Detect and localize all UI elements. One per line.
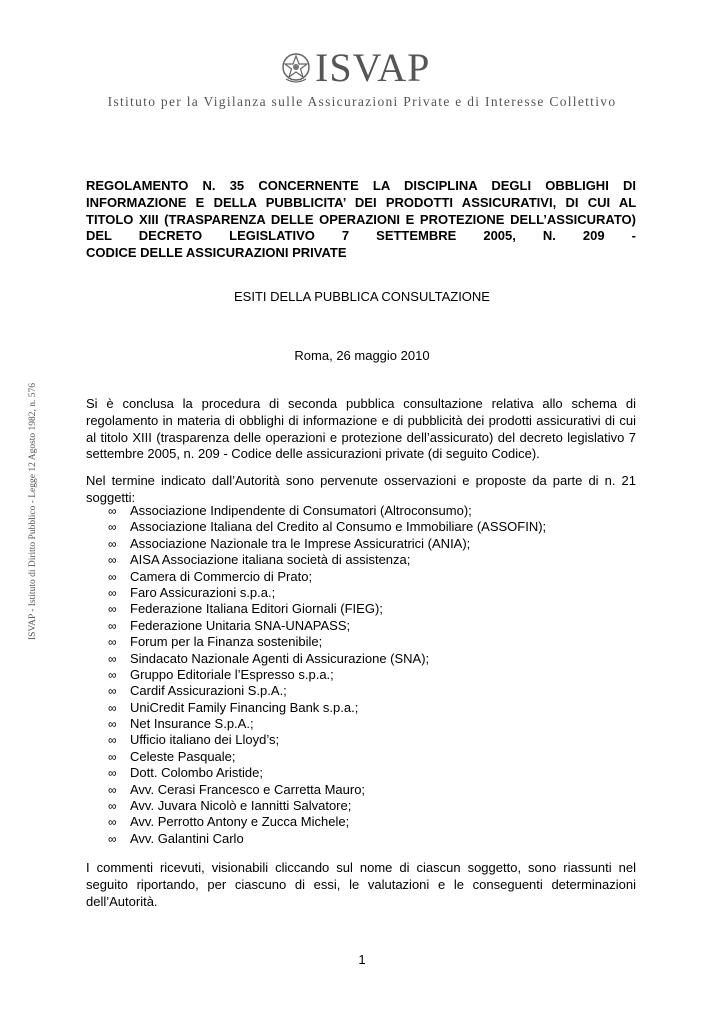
subject-list-item[interactable] xyxy=(108,569,546,585)
subject-name[interactable]: Celeste Pasquale; xyxy=(130,748,236,764)
subject-list-item[interactable] xyxy=(108,749,546,765)
closing-paragraph: I commenti ricevuti, visionabili cliccando sul nome di ciascun soggetto, sono riassunti nel seguito riportando, per ciascuno di essi, le valutazioni e le conseguenti determinazioni dell’Autorità. xyxy=(86,860,636,909)
subject-list-item[interactable] xyxy=(108,798,546,814)
bullet-icon: ∞ xyxy=(108,536,117,551)
bullet-icon: ∞ xyxy=(108,717,117,732)
bullet-icon: ∞ xyxy=(108,618,117,633)
subject-list-item[interactable] xyxy=(108,831,546,847)
bullet-icon: ∞ xyxy=(108,815,117,830)
intro-paragraph: Si è conclusa la procedura di seconda pubblica consultazione relativa allo schema di regolamento in materia di obblighi di informazione e di pubblicità dei prodotti assicurativi di cui al titolo XIII (trasparenza delle operazioni e protezione dell’assicurato) del decreto legislativo 7 settembre 2005, n. 209 - Codice delle assicurazioni private (di seguito Codice). xyxy=(86,396,636,462)
subject-name[interactable]: Cardif Assicurazioni S.p.A.; xyxy=(130,683,287,699)
bullet-icon: ∞ xyxy=(108,602,117,617)
title-line: TITOLO XIII (TRASPARENZA DELLE OPERAZIONI E PROTEZIONE xyxy=(86,211,505,227)
subject-list-item[interactable] xyxy=(108,503,546,519)
title-line: CODICE DELLE ASSICURAZIONI PRIVATE xyxy=(86,245,347,261)
subject-list-item[interactable] xyxy=(108,519,546,535)
bullet-icon: ∞ xyxy=(108,782,117,797)
subject-list-item[interactable] xyxy=(108,536,546,552)
bullet-icon: ∞ xyxy=(108,667,117,682)
subject-list-item[interactable] xyxy=(108,700,546,716)
subject-list-item[interactable] xyxy=(108,618,546,634)
bullet-icon: ∞ xyxy=(108,553,117,568)
document-subtitle: ESITI DELLA PUBBLICA CONSULTAZIONE xyxy=(234,289,490,304)
bullet-icon: ∞ xyxy=(108,635,117,650)
bullet-icon: ∞ xyxy=(108,799,117,814)
subject-name[interactable]: Camera di Commercio di Prato; xyxy=(130,568,313,584)
title-line: DELL’ASSICURATO) DEL DECRETO LEGISLATIVO 7 SETTEMBRE 2005, N. 209 - xyxy=(86,211,636,244)
bullet-icon: ∞ xyxy=(108,585,117,600)
title-line: REGOLAMENTO N. 35 CONCERNENTE LA DISCIPLINA DEGLI OBBLIGHI DI xyxy=(86,178,636,193)
republic-emblem-icon xyxy=(280,50,312,86)
bullet-icon: ∞ xyxy=(108,520,117,535)
bullet-icon: ∞ xyxy=(108,504,117,518)
subject-list-item[interactable] xyxy=(108,814,546,830)
bullet-icon: ∞ xyxy=(108,651,117,666)
bullet-icon: ∞ xyxy=(108,684,117,699)
subject-name[interactable]: Gruppo Editoriale l’Espresso s.p.a.; xyxy=(130,666,334,682)
document-date: Roma, 26 maggio 2010 xyxy=(294,348,430,363)
subject-name[interactable]: Avv. Galantini Carlo xyxy=(130,830,244,846)
subject-name[interactable]: Associazione Italiana del Credito al Consumo e Immobiliare (ASSOFIN); xyxy=(130,519,547,535)
subject-name[interactable]: Faro Assicurazioni s.p.a.; xyxy=(130,584,276,600)
subject-list-item[interactable] xyxy=(108,732,546,748)
subject-list-item[interactable] xyxy=(108,601,546,617)
subject-name[interactable]: Avv. Perrotto Antony e Zucca Michele; xyxy=(130,814,350,830)
subject-name[interactable]: Associazione Indipendente di Consumatori (Altroconsumo); xyxy=(130,503,472,518)
subject-name[interactable]: Forum per la Finanza sostenibile; xyxy=(130,634,323,650)
bullet-icon: ∞ xyxy=(108,569,117,584)
document-title xyxy=(86,178,636,262)
subject-name[interactable]: Dott. Colombo Aristide; xyxy=(130,765,263,781)
subject-name[interactable]: Sindacato Nazionale Agenti di Assicurazione (SNA); xyxy=(130,650,430,666)
bullet-icon: ∞ xyxy=(108,733,117,748)
subject-name[interactable]: Federazione Unitaria SNA-UNAPASS; xyxy=(130,617,351,633)
subject-list-item[interactable] xyxy=(108,765,546,781)
subject-list-item[interactable] xyxy=(108,782,546,798)
subject-name[interactable]: Ufficio italiano dei Lloyd’s; xyxy=(130,732,280,748)
subject-name[interactable]: Associazione Nazionale tra le Imprese Assicuratrici (ANIA); xyxy=(130,535,471,551)
subject-list-item[interactable] xyxy=(108,634,546,650)
title-line: INFORMAZIONE E DELLA PUBBLICITA’ DEI PRODOTTI ASSICURATIVI, DI CUI AL xyxy=(86,194,636,210)
institute-name: Istituto per la Vigilanza sulle Assicurazioni Private e di Interesse Collettivo xyxy=(107,94,617,109)
bullet-icon: ∞ xyxy=(108,766,117,781)
bullet-icon: ∞ xyxy=(108,700,117,715)
bullet-icon: ∞ xyxy=(108,749,117,764)
subject-name[interactable]: Avv. Cerasi Francesco e Carretta Mauro; xyxy=(130,781,366,797)
subject-name[interactable]: UniCredit Family Financing Bank s.p.a.; xyxy=(130,699,359,715)
subject-name[interactable]: Net Insurance S.p.A.; xyxy=(130,716,254,732)
subject-list-item[interactable] xyxy=(108,651,546,667)
subject-list-item[interactable] xyxy=(108,716,546,732)
subject-list-item[interactable] xyxy=(108,552,546,568)
subject-name[interactable]: Avv. Juvara Nicolò e Iannitti Salvatore; xyxy=(130,798,352,814)
bullet-icon: ∞ xyxy=(108,831,117,846)
subject-list-item[interactable] xyxy=(108,585,546,601)
subject-name[interactable]: Federazione Italiana Editori Giornali (FIEG); xyxy=(130,601,383,617)
submissions-paragraph: Nel termine indicato dall’Autorità sono pervenute osservazioni e proposte da parte di n. 21 soggetti: xyxy=(86,473,636,505)
subject-name[interactable]: AISA Associazione italiana società di assistenza; xyxy=(130,552,411,568)
brand-logo-text: ISVAP xyxy=(315,45,431,90)
page-number: 1 xyxy=(358,952,366,967)
subject-list-item[interactable] xyxy=(108,667,546,683)
side-legal-note: ISVAP - Istituto di Diritto Pubblico - Legge 12 Agosto 1982, n. 576 xyxy=(28,382,38,640)
subject-list-item[interactable] xyxy=(108,683,546,699)
subjects-list xyxy=(108,503,546,847)
